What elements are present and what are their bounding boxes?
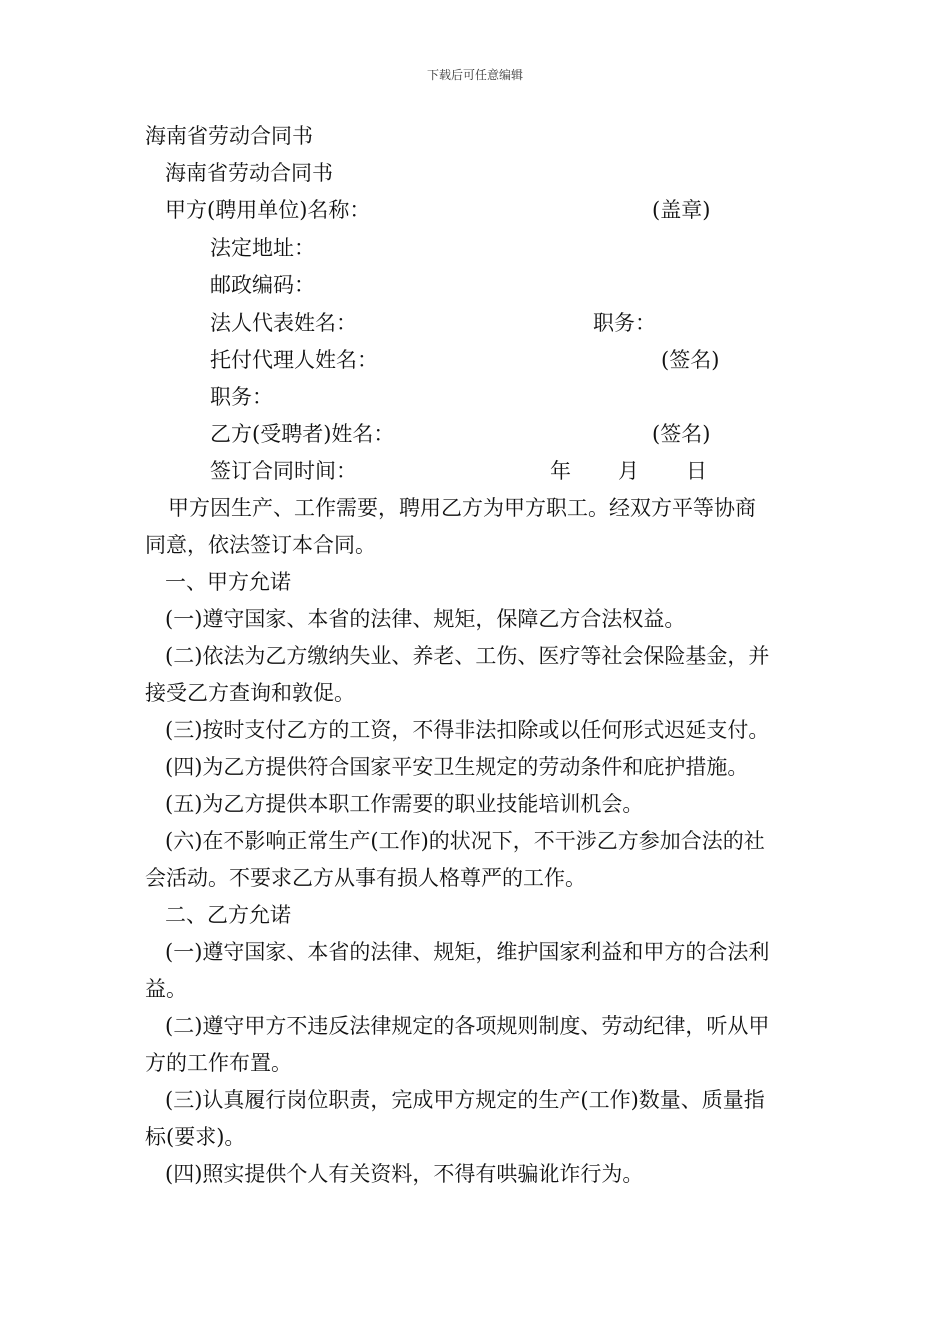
legal-rep-label: 法人代表姓名：	[210, 311, 357, 335]
section-1-item-3: (三)按时支付乙方的工资，不得非法扣除或以任何形式迟延支付。	[165, 718, 770, 742]
party-a-address-label: 法定地址：	[210, 236, 315, 260]
section-2-item-2-line-2: 方的工作布置。	[145, 1051, 292, 1075]
section-2-item-1-line-2: 益。	[145, 977, 187, 1001]
section-1-heading: 一、甲方允诺	[165, 570, 291, 594]
signing-date-label: 签订合同时间：	[210, 459, 357, 483]
agent-title-label: 职务：	[210, 385, 273, 409]
party-b-name-label: 乙方(受聘者)姓名：	[210, 422, 395, 446]
section-2-item-1-line-1: (一)遵守国家、本省的法律、规矩，维护国家利益和甲方的合法利	[165, 940, 770, 964]
section-2-heading: 二、乙方允诺	[165, 903, 291, 927]
intro-line-1: 甲方因生产、工作需要，聘用乙方为甲方职工。经双方平等协商	[168, 496, 756, 520]
section-2-item-2-line-1: (二)遵守甲方不违反法律规定的各项规则制度、劳动纪律，听从甲	[165, 1014, 770, 1038]
signing-year: 年	[550, 459, 571, 483]
intro-line-2: 同意，依法签订本合同。	[145, 533, 376, 557]
section-1-item-6-line-2: 会活动。不要求乙方从事有损人格尊严的工作。	[145, 866, 586, 890]
header-note: 下载后可任意编辑	[426, 68, 523, 82]
agent-sign-label: (签名)	[661, 348, 720, 372]
party-a-seal-label: (盖章)	[652, 198, 711, 222]
signing-day: 日	[686, 459, 707, 483]
section-2-item-3-line-1: (三)认真履行岗位职责，完成甲方规定的生产(工作)数量、质量指	[165, 1088, 765, 1112]
party-a-name-label: 甲方(聘用单位)名称：	[165, 198, 371, 222]
section-1-item-5: (五)为乙方提供本职工作需要的职业技能培训机会。	[165, 792, 644, 816]
section-1-item-1: (一)遵守国家、本省的法律、规矩，保障乙方合法权益。	[165, 607, 686, 631]
document-subtitle: 海南省劳动合同书	[165, 161, 333, 185]
section-2-item-4: (四)照实提供个人有关资料，不得有哄骗讹诈行为。	[165, 1162, 644, 1186]
section-2-item-3-line-2: 标(要求)。	[145, 1125, 246, 1149]
party-b-sign-label: (签名)	[652, 422, 711, 446]
agent-name-label: 托付代理人姓名：	[210, 348, 378, 372]
legal-rep-title-label: 职务：	[593, 311, 656, 335]
signing-month: 月	[618, 459, 639, 483]
section-1-item-2-line-1: (二)依法为乙方缴纳失业、养老、工伤、医疗等社会保险基金，并	[165, 644, 770, 668]
document-title: 海南省劳动合同书	[145, 124, 313, 148]
party-a-postcode-label: 邮政编码：	[210, 273, 315, 297]
section-1-item-6-line-1: (六)在不影响正常生产(工作)的状况下，不干涉乙方参加合法的社	[165, 829, 765, 853]
section-1-item-2-line-2: 接受乙方查询和敦促。	[145, 681, 355, 705]
section-1-item-4: (四)为乙方提供符合国家平安卫生规定的劳动条件和庇护措施。	[165, 755, 749, 779]
